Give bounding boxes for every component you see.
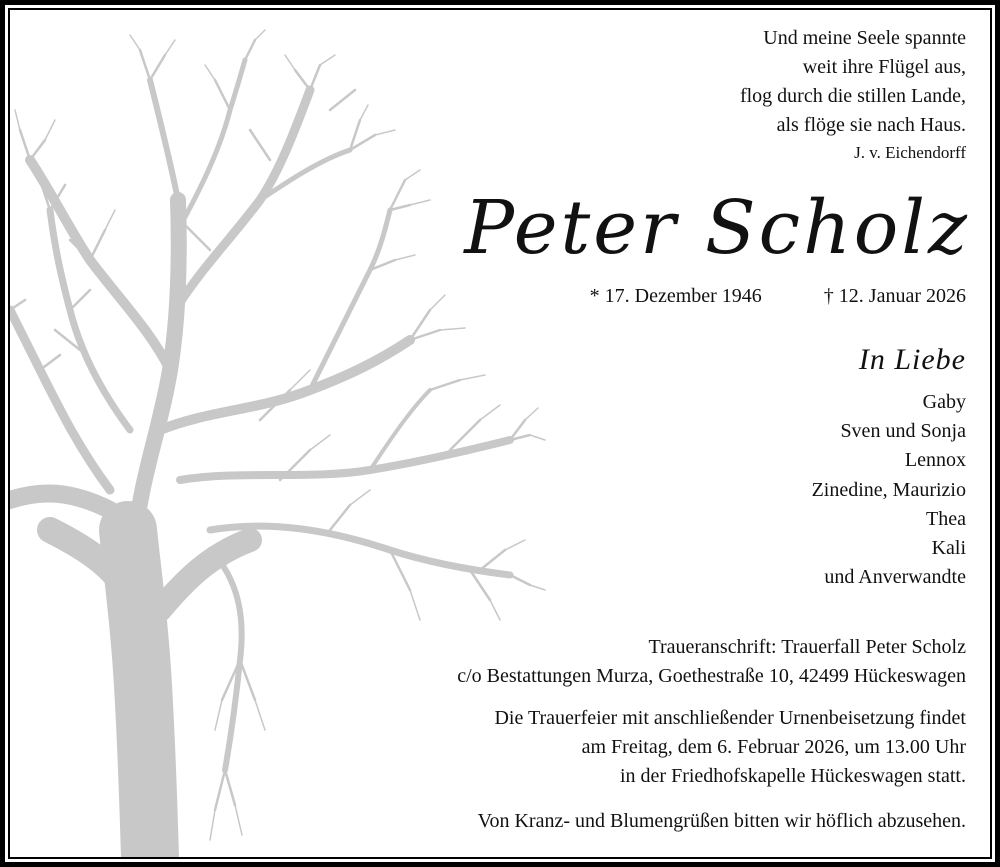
mourners-heading: In Liebe [858,343,966,376]
mourner-name: Kali [931,537,966,560]
poem-line: Und meine Seele spannte [763,27,966,49]
obituary-notice [10,10,990,857]
flowers-note: Von Kranz- und Blumengrüßen bitten wir höflich abzusehen. [477,810,966,832]
ceremony-line: am Freitag, dem 6. Februar 2026, um 13.00 Uhr [581,736,966,758]
mourner-name: Thea [926,507,966,530]
birth-date: 17. Dezember 1946 [604,285,762,307]
ceremony-line: in der Friedhofskapelle Hückeswagen statt. [619,765,966,787]
poem-line: weit ihre Flügel aus, [802,56,966,78]
deceased-name: Peter Scholz [464,185,970,271]
mourner-name: Sven und Sonja [840,420,966,443]
mourners-list [812,388,966,592]
address-line: c/o Bestattungen Murza, Goethestraße 10, 42499 Hückeswagen [457,665,966,687]
mourner-name: Gaby [922,391,966,413]
mourner-name: Zinedine, Maurizio [811,478,966,501]
poem-line: als flöge sie nach Haus. [776,114,966,136]
poem-author: J. v. Eichendorff [854,143,966,162]
life-dates [590,282,966,310]
address-line: Traueranschrift: Trauerfall Peter Scholz [648,636,966,658]
ceremony-line: Die Trauerfeier mit anschließender Urnenbeisetzung findet [494,707,966,729]
birth-symbol-icon: * [589,285,600,307]
ceremony-info [494,704,966,791]
cross-icon: † [823,285,834,307]
mourner-name: Lennox [904,449,966,472]
death-date: 12. Januar 2026 [838,285,966,307]
poem-line: flog durch die stillen Lande, [739,85,966,107]
mourner-name: und Anverwandte [824,566,966,589]
mourning-address [457,633,966,691]
poem [740,24,966,166]
